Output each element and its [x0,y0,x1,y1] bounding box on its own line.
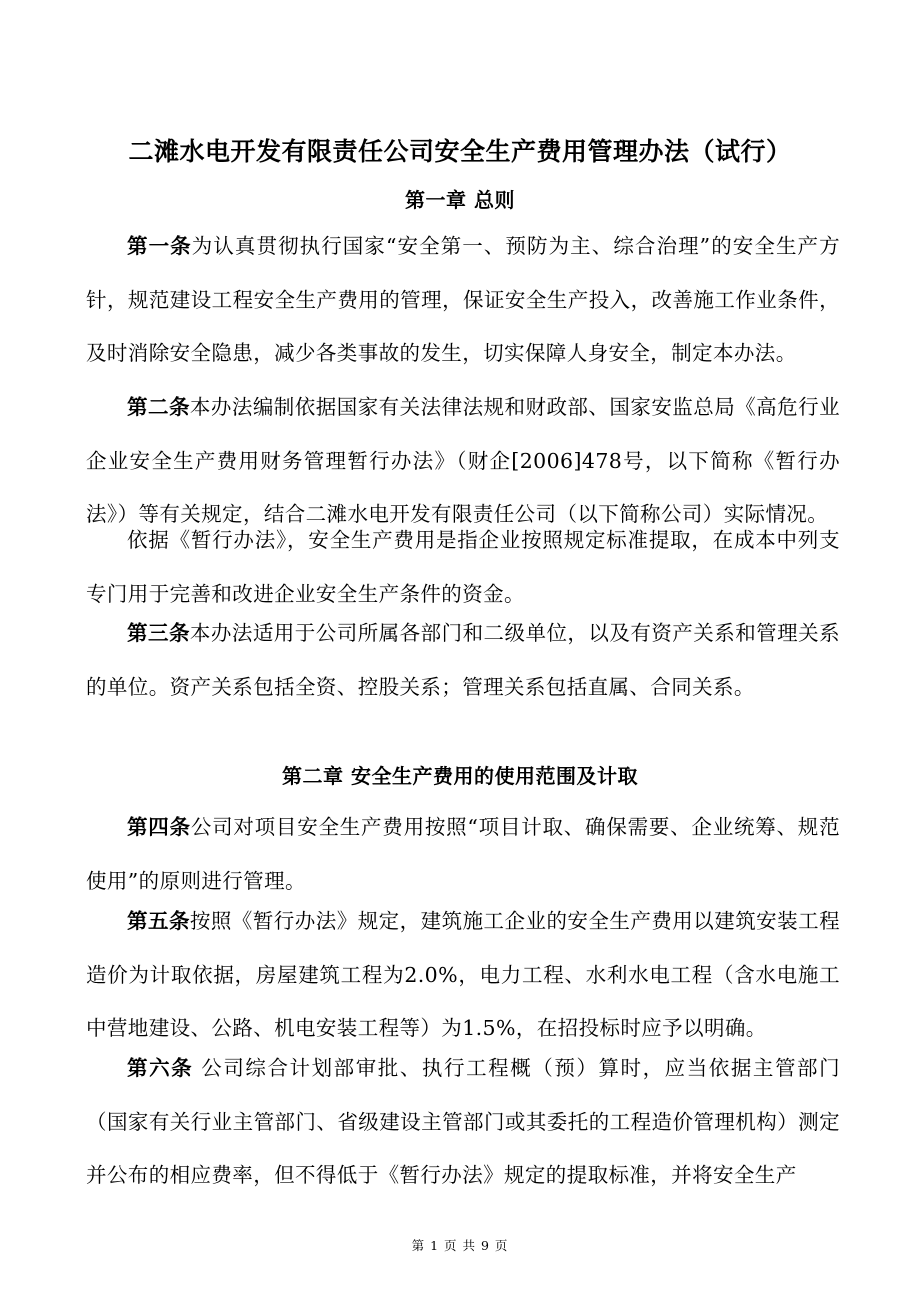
article-paragraph [86,1042,840,1203]
article-text: 依据《暂行办法》，安全生产费用是指企业按照规定标准提取，在成本中列支专门用于完善和改进企业安全生产条件的资金。 [86,528,840,606]
article-paragraph [86,895,840,1056]
article-number: 第一条 [127,234,192,258]
article-text: 公司综合计划部审批、执行工程概（预）算时，应当依据主管部门（国家有关行业主管部门、省级建设主管部门或其委托的工程造价管理机构）测定并公布的相应费率，但不得低于《暂行办法》规定的提取标准，并将安全生产 [86,1056,841,1187]
article-text: 为认真贯彻执行国家“安全第一、预防为主、综合治理”的安全生产方针，规范建设工程安全生产费用的管理，保证安全生产投入，改善施工作业条件，及时消除安全隐患，减少各类事故的发生，切实保障人身安全，制定本办法。 [86,234,841,365]
article-paragraph [86,220,840,381]
article-paragraph [86,607,840,714]
article-text: 本办法适用于公司所属各部门和二级单位，以及有资产关系和管理关系的单位。资产关系包括全资、控股关系；管理关系包括直属、合同关系。 [86,621,840,699]
article-number: 第五条 [127,909,190,933]
article-number: 第三条 [127,621,190,645]
article-number: 第六条 [127,1056,194,1080]
article-text: 本办法编制依据国家有关法律法规和财政部、国家安监总局《高危行业企业安全生产费用财务管理暂行办法》（财企[2006]478号，以下简称《暂行办法》）等有关规定，结合二滩水电开发有限责任公司（以下简称公司）实际情况。 [86,395,840,526]
article-text: 公司对项目安全生产费用按照“项目计取、确保需要、企业统筹、规范使用”的原则进行管理。 [86,815,840,893]
chapter-heading: 第二章 安全生产费用的使用范围及计取 [282,764,638,788]
article-text: 按照《暂行办法》规定，建筑施工企业的安全生产费用以建筑安装工程造价为计取依据，房屋建筑工程为2.0%，电力工程、水利水电工程（含水电施工中营地建设、公路、机电安装工程等）为1.5%，在招投标时应予以明确。 [86,909,840,1040]
page-footer: 第 1 页 共 9 页 [411,1238,509,1253]
article-paragraph [86,801,840,908]
article-number: 第四条 [127,815,191,839]
chapter-heading: 第一章 总则 [405,188,515,212]
document-title: 二滩水电开发有限责任公司安全生产费用管理办法（试行） [128,137,792,166]
body-paragraph [86,514,840,621]
article-number: 第二条 [127,395,190,419]
